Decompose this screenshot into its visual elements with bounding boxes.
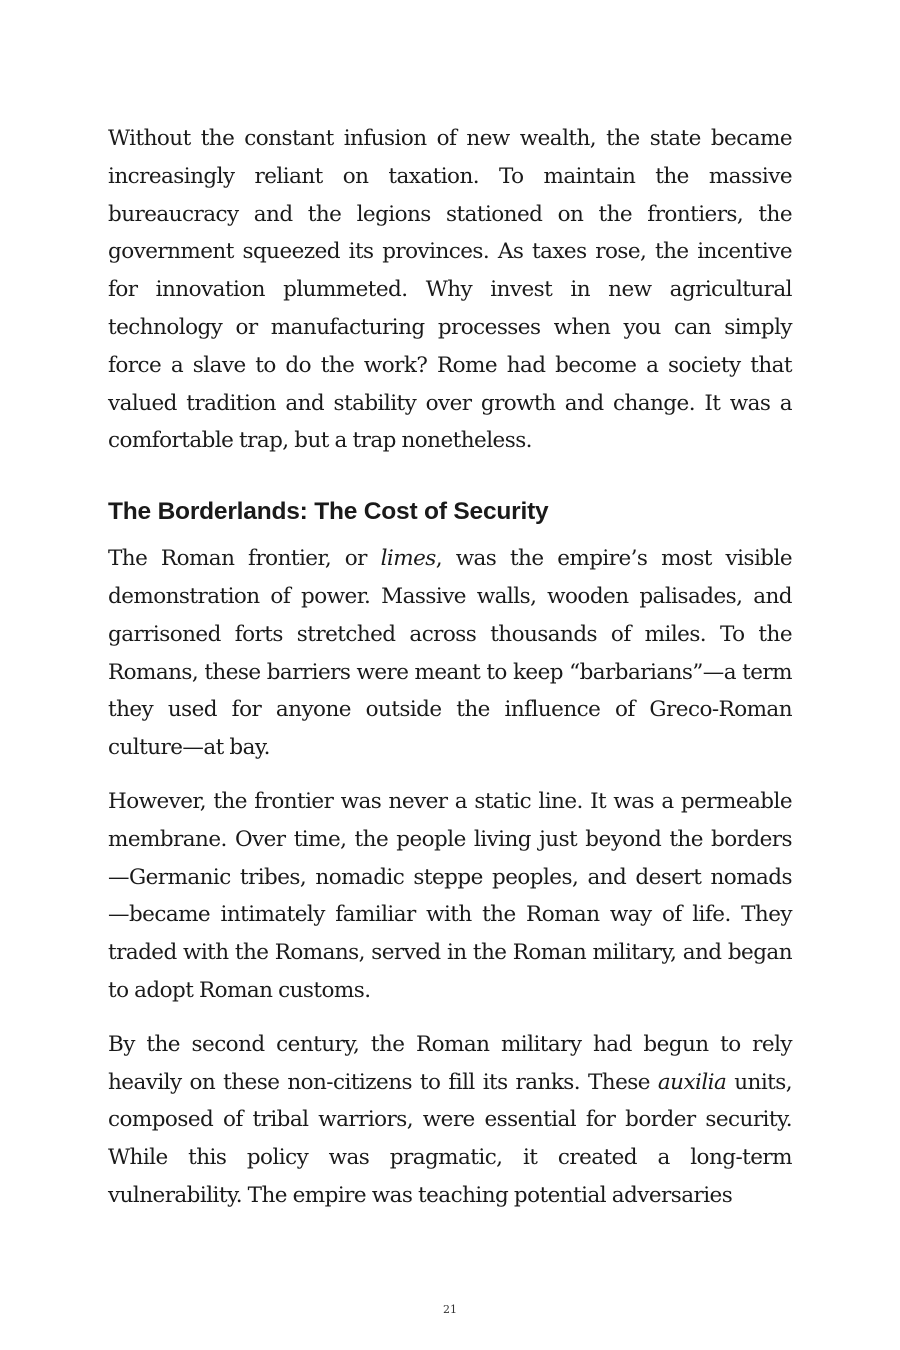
paragraph-frontier-part-2: , was the empire’s most visible demonstration of power. Massive walls, wooden palisades, and garrisoned forts stretched across thousands of miles. To the Romans, these barriers were meant to keep “barbarians”—a term they used for anyone outside the influence of Greco-Roman culture—at bay. [108,546,793,761]
paragraph-auxilia-part-2: units, composed of tribal warriors, were essential for border security. While this policy was pragmatic, it created a long-term vulnerability. The empire was teaching potential adversaries [108,1069,793,1208]
paragraph-permeable-membrane: However, the frontier was never a static line. It was a permeable membrane. Over time, the people living just beyond the borders —Germanic tribes, nomadic steppe peoples, and desert nomads —became intimately familiar with the Roman way of life. They traded with the Romans, served in the Roman military, and began to adopt Roman customs. [108,788,792,1003]
section-heading: The Borderlands: The Cost of Security [108,498,549,526]
paragraph-taxation: Without the constant infusion of new wealth, the state became increasingly reliant on taxation. To maintain the massive bureaucracy and the legions stationed on the frontiers, the government squeezed its provinces. As taxes rose, the incentive for innovation plummeted. Why invest in new agricultural technology or manufacturing processes when you can simply force a slave to do the work? Rome had become a society that valued tradition and stability over growth and change. It was a comfortable trap, but a trap nonetheless. [108,126,792,454]
paragraph-frontier [108,540,792,767]
paragraph-frontier-part-1: The Roman frontier, or [108,546,381,572]
page-content [108,120,792,1212]
paragraph-auxilia-part-1: By the second century, the Roman military had begun to rely heavily on these non-citizens to fill its ranks. These [108,1031,792,1095]
paragraph-auxilia [108,1026,792,1212]
term-auxilia: auxilia [657,1069,727,1095]
page-number: 21 [443,1303,457,1316]
term-limes: limes [380,546,436,572]
